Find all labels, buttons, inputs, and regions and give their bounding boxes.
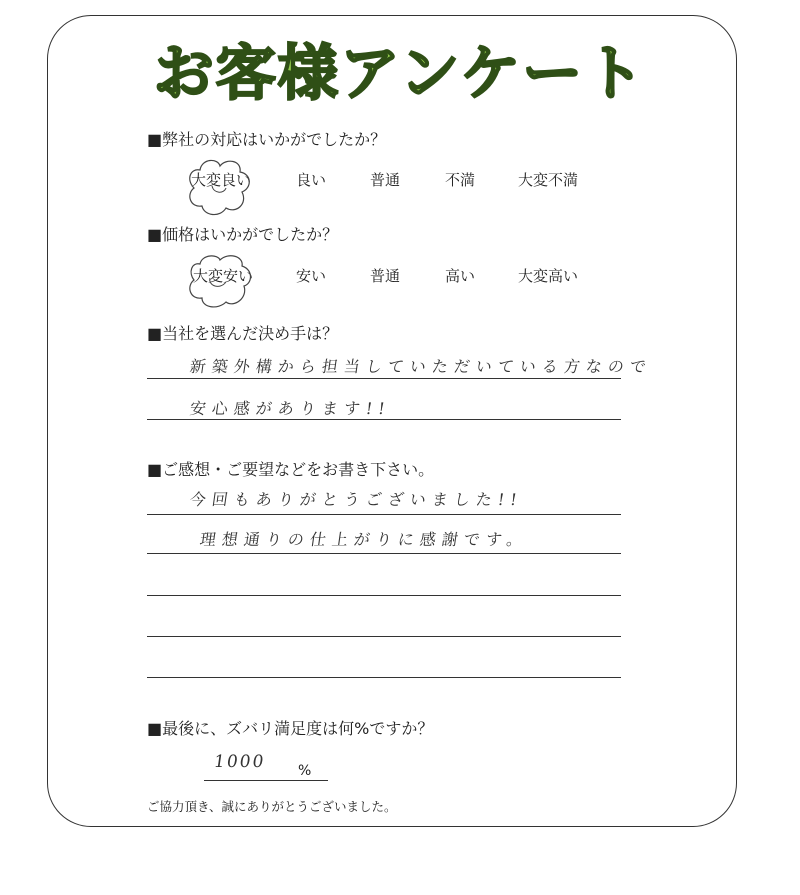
percent-unit: % [298,763,312,779]
question-service: ■弊社の対応はいかがでしたか？ [147,130,387,149]
option-good[interactable]: 良い [296,171,327,189]
answer-rule [147,378,621,379]
question-price: ■価格はいかがでしたか？ [147,225,339,244]
answer-rule [147,419,621,420]
selection-circle-icon [186,156,254,218]
handwritten-answer-line: 理想通りの仕上がりに感謝です。 [198,530,530,549]
satisfaction-answer: 1000 [212,752,267,772]
answer-rule [204,780,328,781]
answer-rule [147,636,621,637]
option-normal[interactable]: 普通 [370,171,401,189]
thank-you-footer: ご協力頂き、誠にありがとうございました。 [147,799,397,814]
option-dissatisfied[interactable]: 不満 [445,171,476,189]
option-very-dissatisfied[interactable]: 大変不満 [518,171,579,189]
answer-rule [147,677,621,678]
option-cheap[interactable]: 安い [296,267,327,285]
option-price-normal[interactable]: 普通 [370,267,401,285]
handwritten-answer-line: 今回もありがとうございました!! [188,490,525,509]
option-very-expensive[interactable]: 大変高い [518,267,579,285]
answer-rule [147,514,621,515]
option-very-cheap[interactable]: 大変安い [193,267,254,285]
answer-rule [147,553,621,554]
answer-rule [147,595,621,596]
option-expensive[interactable]: 高い [445,267,476,285]
question-comments: ■ご感想・ご要望などをお書き下さい。 [147,460,435,479]
question-satisfaction: ■最後に、ズバリ満足度は何%ですか？ [147,719,434,738]
handwritten-answer-line: 新築外構から担当していただいている方なので [188,357,654,376]
survey-title: お客様アンケート [153,39,647,109]
question-deciding-factor: ■当社を選んだ決め手は？ [147,324,339,343]
handwritten-answer-line: 安心感があります!! [188,399,393,418]
selection-circle-icon [186,252,256,310]
option-very-good[interactable]: 大変良い [191,171,252,189]
